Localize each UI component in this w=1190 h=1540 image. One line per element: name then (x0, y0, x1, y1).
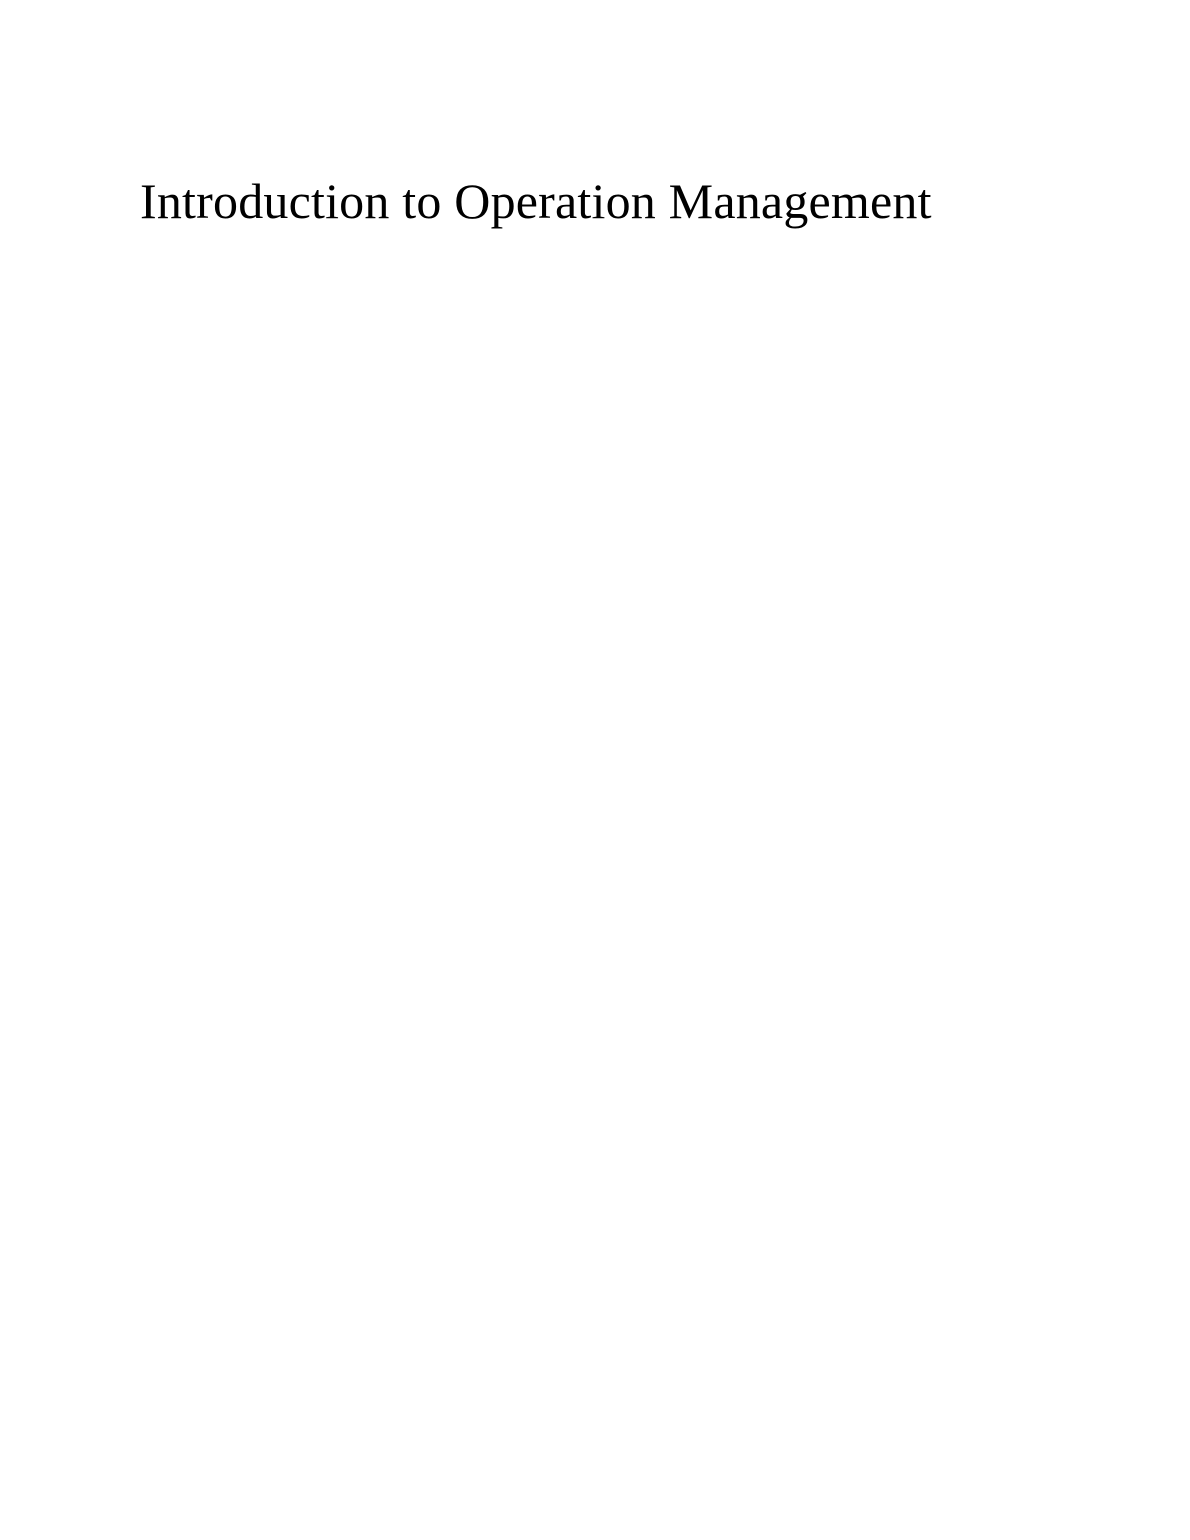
page-title: Introduction to Operation Management (140, 172, 932, 229)
